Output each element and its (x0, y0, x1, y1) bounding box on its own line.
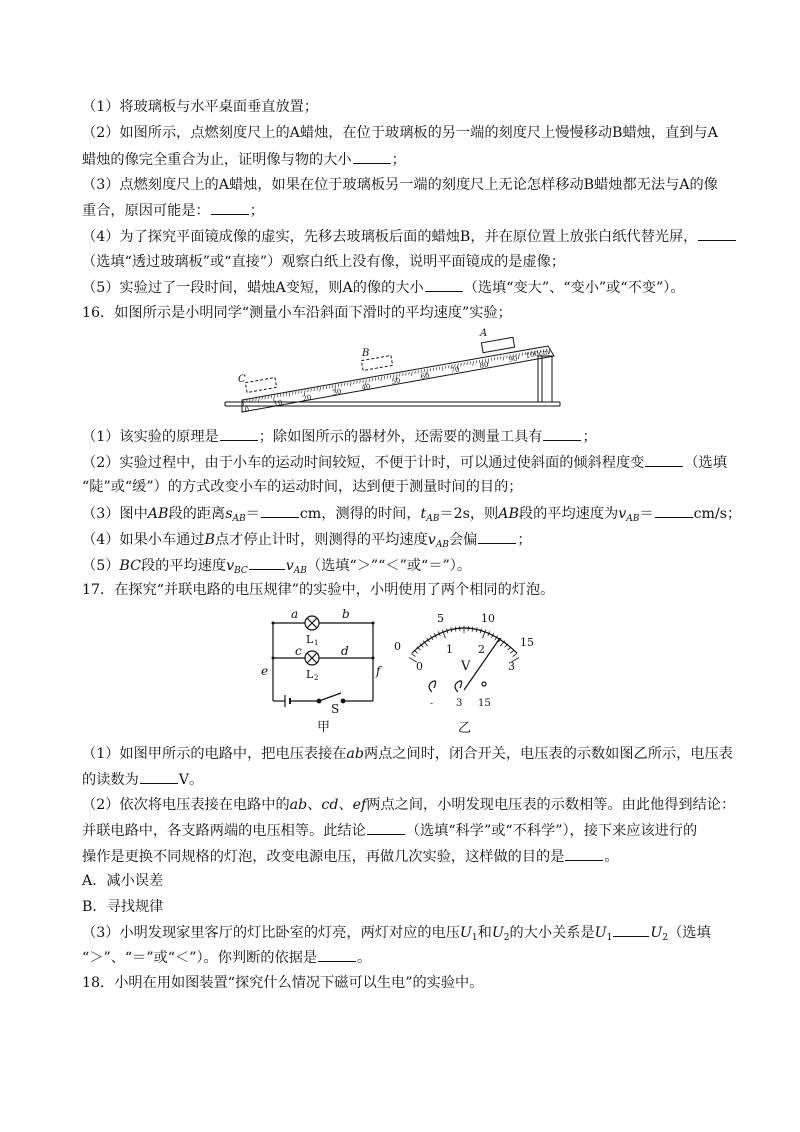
ruler-tick (259, 397, 260, 402)
terminal-label-3: 3 (456, 698, 463, 709)
ruler-tick (442, 366, 443, 371)
terminal-minus (429, 681, 436, 692)
q16-item2-line2: “陡”或“缓”）的方式改变小车的运动时间，达到便于测量时间的目的； (82, 479, 523, 495)
ruler-tick (503, 356, 504, 361)
cart-A (481, 337, 514, 352)
q15-item2-line2: 蜡烛的像完全重合为止，证明像与物的大小 ； (82, 149, 406, 170)
ruler-tick (357, 381, 358, 384)
node-f: f (376, 664, 381, 678)
ruler-tick (271, 395, 272, 398)
lamp2-label: L (306, 668, 314, 681)
ruler-tick (439, 367, 440, 370)
node-a: a (291, 607, 299, 621)
q16-item1: （1）该实验的原理是 ；除如图所示的器材外，还需要的测量工具有 ； (82, 426, 597, 447)
answer-blank[interactable] (353, 149, 391, 164)
q17-item2-line2: 并联电路中，各支路两端的电压相等。此结论 （选填“科学”或“不科学”），接下来应该进行的 (82, 820, 697, 841)
q17-item3-line2: “＞”、“＝”或“＜”）。你判断的依据是 。 (82, 947, 371, 968)
answer-blank[interactable] (211, 200, 249, 215)
ruler-tick (467, 362, 468, 365)
incline-figure (220, 318, 580, 418)
tick-label: 50 (390, 376, 402, 386)
meter-tick (513, 654, 517, 657)
answer-blank[interactable] (425, 277, 463, 292)
ruler-tick (348, 382, 349, 385)
meter-tick (508, 647, 512, 650)
ruler-tick (354, 381, 355, 384)
ruler-tick (243, 400, 244, 406)
ruler-tick (470, 362, 471, 365)
ruler-tick (476, 360, 477, 363)
ruler-tick (415, 371, 416, 374)
answer-blank[interactable] (698, 226, 736, 241)
answer-blank[interactable] (478, 529, 516, 544)
ruler-tick (445, 366, 446, 369)
meter-tick (510, 650, 514, 653)
lower-scale-1: 1 (446, 643, 453, 656)
ruler-tick (409, 372, 410, 375)
tick-label: 80 (478, 360, 490, 370)
caption-yi: 乙 (458, 721, 472, 736)
ruler-tick (253, 398, 254, 401)
ruler-tick (501, 356, 502, 359)
q17-stem: 17．在探究“并联电路的电压规律”的实验中，小明使用了两个相同的灯泡。 (82, 582, 555, 598)
lower-scale-3: 3 (508, 660, 515, 673)
label-B: B (362, 348, 370, 359)
ruler-tick (308, 389, 309, 392)
ruler-tick (265, 396, 266, 399)
ruler-tick (518, 353, 519, 359)
terminal-3 (455, 681, 462, 692)
lower-scale-2: 2 (478, 643, 485, 656)
q15-item3-line1: （3）点燃刻度尺上的A蜡烛，如果在位于玻璃板另一端的刻度尺上无论怎样移动B蜡烛都无法与A的像 (82, 177, 718, 193)
ruler-tick (268, 396, 269, 399)
terminal-15 (482, 682, 486, 686)
ruler-tick (341, 383, 342, 386)
meter-tick (411, 654, 415, 657)
ruler-tick (464, 363, 465, 366)
ruler-tick (375, 378, 376, 381)
upper-scale-0: 0 (394, 640, 401, 653)
q16-stem: 16．如图所示是小明同学“测量小车沿斜面下滑时的平均速度”实验； (82, 305, 512, 321)
q15-item5: （5）实验过了一段时间，蜡烛A变短，则A的像的大小 （选填“变大”、“变小”或“不变”）。 (82, 277, 685, 298)
meter-tick (414, 650, 418, 653)
label-C: C (238, 374, 246, 385)
ruler-tick (302, 390, 303, 393)
ruler-tick (360, 380, 361, 383)
q15-item3-line2: 重合，原因可能是： ； (82, 200, 264, 221)
q17-item3-line1: （3）小明发现家里客厅的灯比卧室的灯亮，两灯对应的电压$U_1$和$U_2$的大小关系是$U_1$ $U_2$（选填 (82, 922, 711, 948)
node-e: e (261, 664, 269, 678)
answer-blank[interactable] (645, 452, 683, 467)
ruler-tick (323, 386, 324, 389)
answer-blank[interactable] (565, 846, 603, 861)
ruler-tick (406, 372, 407, 375)
tick-label-unit: 100cm (524, 347, 550, 360)
ruler-tick (381, 377, 382, 382)
q15-item1: （1）将玻璃板与水平桌面垂直放置； (82, 99, 319, 115)
answer-blank[interactable] (543, 426, 581, 441)
ruler-tick (430, 368, 431, 371)
cart-C (245, 377, 276, 392)
switch-lever (319, 693, 341, 701)
ruler-tick (277, 394, 278, 397)
ruler-tick (332, 385, 333, 388)
ruler-tick (387, 376, 388, 379)
ruler-tick (350, 382, 351, 387)
label-A: A (480, 328, 488, 339)
ruler-tick (338, 384, 339, 387)
answer-blank[interactable] (318, 947, 356, 962)
q16-item4: （4）如果小车通过B点才停止计时，则测得的平均速度$v_{AB}$会偏 ； (82, 529, 532, 555)
answer-blank[interactable] (655, 503, 693, 518)
upper-scale-10: 10 (481, 612, 495, 625)
q17-item1-line1: （1）如图甲所示的电路中，把电压表接在ab两点之间时，闭合开关，电压表的示数如图乙所示，电压表 (82, 746, 733, 762)
ruler-tick (372, 378, 373, 381)
q16-item5: （5）BC段的平均速度$v_{BC}$ $v_{AB}$（选填“＞”“＜”或“＝”）。 (82, 555, 471, 581)
tick-label: 10 (272, 398, 284, 408)
meter-tick (455, 627, 456, 632)
support-post (538, 356, 552, 402)
tick-label: 30 (331, 387, 343, 397)
upper-scale-15: 15 (520, 636, 534, 649)
switch-label: S (331, 702, 340, 716)
q17-item2-line3: 操作是更换不同规格的灯泡，改变电源电压，再做几次实验，这样做的目的是 。 (82, 846, 619, 867)
ruler-tick (311, 389, 312, 392)
lamp2-sub: 2 (314, 674, 319, 682)
answer-blank[interactable] (249, 555, 285, 570)
caption-jia: 甲 (317, 720, 331, 735)
ruler-tick (403, 373, 404, 376)
ruler-tick (283, 393, 284, 396)
tick-label: 20 (301, 393, 313, 403)
ruler-tick (418, 370, 419, 373)
ruler-tick (497, 357, 498, 360)
terminal-label-minus: - (430, 699, 434, 709)
ruler-tick (491, 358, 492, 361)
voltmeter-figure (392, 608, 552, 736)
ruler-tick (363, 380, 364, 383)
ruler-tick (256, 398, 257, 401)
q16-item3: （3）图中AB段的距离$s_{AB}=$ cm，测得的时间，$t_{AB}=2s$，则AB段的平均速度为$v_{AB}= cm/s$； (82, 503, 741, 529)
q18-stem: 18．小明在用如图装置“探究什么情况下磁可以生电”的实验中。 (82, 975, 484, 991)
ruler-tick (384, 376, 385, 379)
lamp1-label: L (306, 633, 314, 646)
q17-item1-line2: 的读数为 V。 (82, 769, 203, 790)
ruler-tick (326, 386, 327, 389)
ruler-tick (494, 357, 495, 360)
ruler-tick (433, 368, 434, 371)
ruler-tick (317, 388, 318, 391)
meter-tick (451, 627, 452, 632)
answer-blank[interactable] (261, 503, 299, 518)
ruler-tick (369, 379, 370, 382)
answer-blank[interactable] (220, 426, 258, 441)
q16-item2-line1: （2）实验过程中，由于小车的运动时间较短，不便于计时，可以通过使斜面的倾斜程度变 （选填 (82, 452, 727, 473)
ruler-tick (329, 385, 330, 388)
lamp1-sub: 1 (314, 639, 319, 647)
ruler-tick (436, 367, 437, 370)
tick-label: 70 (449, 365, 461, 375)
q17-item2-line1: （2）依次将电压表接在电路中的ab、cd、ef两点之间，小明发现电压表的示数相等。由此他得到结论： (82, 797, 736, 813)
ruler-tick (299, 391, 300, 394)
tick-label: 90 (507, 354, 519, 364)
ruler-tick (473, 361, 474, 366)
answer-blank[interactable] (613, 922, 649, 937)
q15-item4-line1: （4）为了探究平面镜成像的虚实，先移去玻璃板后面的蜡烛B，并在原位置上放张白纸代替光屏， (82, 226, 737, 247)
ruler-tick (289, 392, 290, 397)
node-d: d (341, 644, 349, 658)
node-b: b (342, 607, 350, 621)
ruler-tick (296, 391, 297, 394)
option-a[interactable]: A．减小误差 (82, 873, 164, 889)
ruler-tick (292, 392, 293, 395)
ruler-tick (286, 393, 287, 396)
ruler-tick (280, 394, 281, 397)
tick-label: 0 (243, 405, 250, 414)
circuit-diagram (255, 603, 385, 738)
answer-blank[interactable] (367, 820, 405, 835)
ruler-tick (320, 387, 321, 392)
answer-blank[interactable] (140, 769, 178, 784)
node-c: c (295, 644, 302, 658)
meter-arc (412, 628, 517, 653)
terminal-label-15: 15 (478, 698, 491, 709)
ruler-tick (378, 377, 379, 380)
option-b[interactable]: B．寻找规律 (82, 899, 164, 915)
lower-scale-0: 0 (416, 660, 423, 673)
ruler-tick (262, 397, 263, 400)
q15-item4-line2: （选填“透过玻璃板”或“直接”）观察白纸上没有像，说明平面镜成的是虚像； (82, 254, 566, 270)
tick-label: 40 (360, 382, 372, 392)
q15-item2-line1: （2）如图所示，点燃刻度尺上的A蜡烛，在位于玻璃板的另一端的刻度尺上慢慢移动B蜡烛，直到与A (82, 125, 718, 141)
ruler-tick (314, 388, 315, 391)
tick-label: 60 (419, 371, 431, 381)
meter-tick (472, 627, 473, 632)
ruler-tick (344, 383, 345, 386)
ruler-tick (412, 371, 413, 376)
meter-symbol: V (461, 659, 471, 674)
ruler-tick (461, 363, 462, 366)
meter-tick (476, 627, 477, 632)
upper-scale-5: 5 (437, 612, 444, 625)
ruler-tick (522, 353, 523, 356)
